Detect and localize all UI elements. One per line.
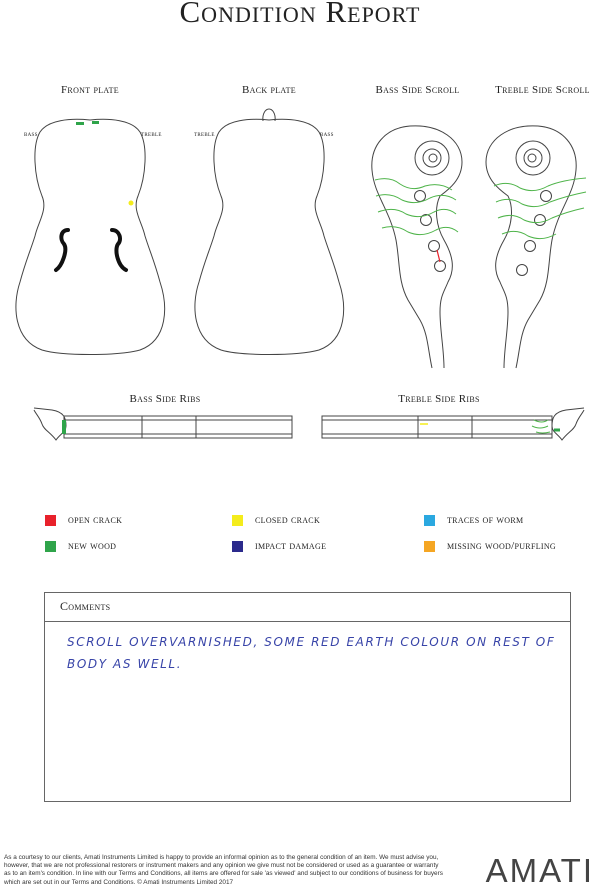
missing-wood-swatch bbox=[424, 541, 435, 552]
bass-ribs-drawing bbox=[34, 408, 292, 440]
front-treble-label: treble bbox=[141, 130, 162, 138]
f-holes bbox=[56, 230, 126, 270]
treble-scroll-label: Treble Side Scroll bbox=[495, 84, 590, 96]
disclaimer-text: As a courtesy to our clients, Amati Instruments Limited is happy to provide an informal opinion as to the general condition of an item. We must advise you, however, that we are not professional restorers or instrument makers and any opinion we give must not be considered or used as a guarantee or warranty as to an item's condition. In line with our Terms and Conditions, all items are offered for sale 'as viewed' and subject to our conditions of business for buyers which are set out in our Terms and Conditions. © Amati Instruments Limited 2017 bbox=[4, 854, 443, 886]
back-bass-label: bass bbox=[320, 130, 334, 138]
comments-text: SCROLL OVERVARNISHED, SOME RED EARTH COLOUR ON REST OF BODY AS WELL. bbox=[67, 635, 556, 671]
comments-title: Comments bbox=[60, 599, 111, 613]
page-title: Condition Report bbox=[179, 0, 421, 29]
treble-ribs-drawing bbox=[322, 408, 584, 440]
impact-damage-swatch bbox=[232, 541, 243, 552]
bass-scroll-label: Bass Side Scroll bbox=[375, 84, 460, 96]
comments-box bbox=[44, 592, 571, 802]
treble-ribs-label: Treble Side Ribs bbox=[398, 393, 480, 405]
legend-closed-crack: closed crack bbox=[232, 514, 320, 526]
legend-missing-wood: missing wood/purfling bbox=[424, 540, 556, 552]
new-wood-swatch bbox=[45, 541, 56, 552]
traces-of-worm-swatch bbox=[424, 515, 435, 526]
open-crack-swatch bbox=[45, 515, 56, 526]
back-treble-label: treble bbox=[194, 130, 215, 138]
legend-impact-damage: impact damage bbox=[232, 540, 326, 552]
front-plate-outline bbox=[16, 119, 165, 354]
legend-traces-of-worm: traces of worm bbox=[424, 514, 523, 526]
legend-new-wood: new wood bbox=[45, 540, 116, 552]
bass-ribs-label: Bass Side Ribs bbox=[129, 393, 201, 405]
legend-open-crack: open crack bbox=[45, 514, 122, 526]
closed-crack-swatch bbox=[232, 515, 243, 526]
front-plate-label: Front plate bbox=[61, 84, 119, 96]
back-plate-label: Back plate bbox=[242, 84, 296, 96]
comments-header bbox=[45, 593, 570, 622]
bass-scroll-drawing bbox=[372, 126, 462, 368]
back-plate-outline bbox=[195, 119, 344, 354]
amati-logo: AMATI bbox=[485, 852, 594, 889]
treble-scroll-drawing bbox=[486, 126, 576, 368]
front-bass-label: bass bbox=[24, 130, 38, 138]
